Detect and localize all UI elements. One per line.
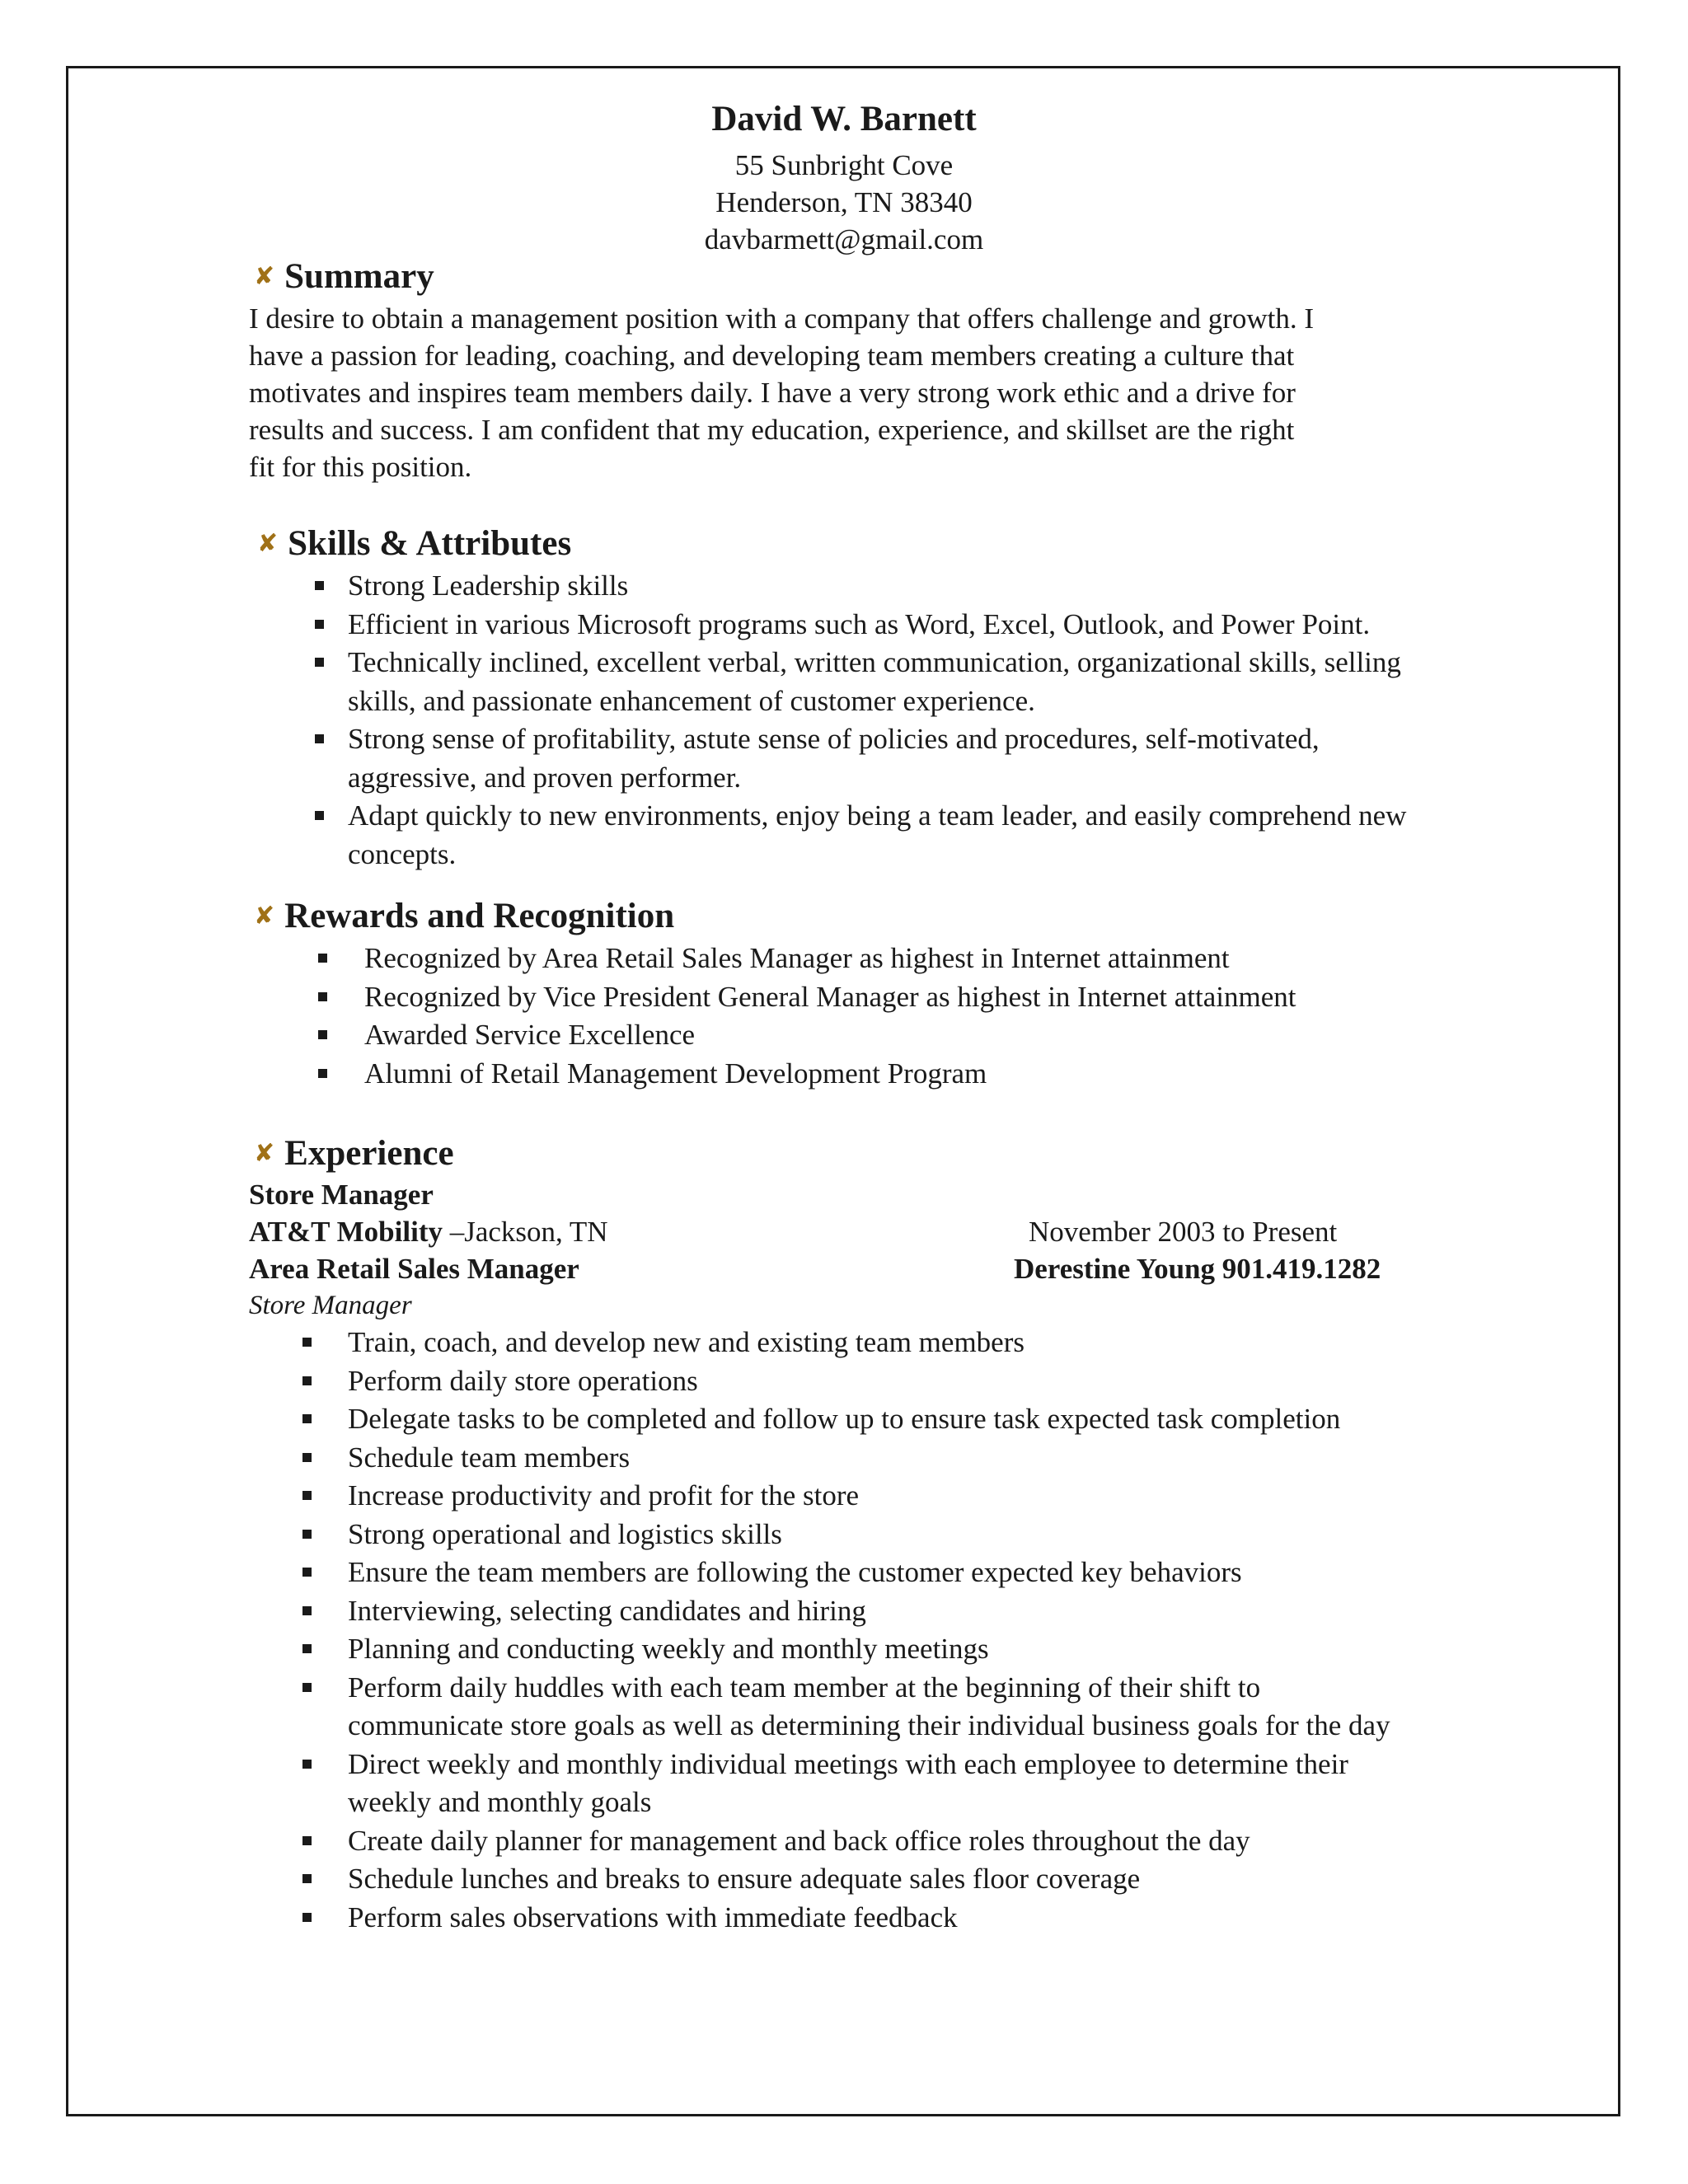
list-item-text: communicate store goals as well as determining their individual business goals for the day (348, 1709, 1390, 1741)
summary-title: Summary (284, 257, 434, 296)
list-item (348, 1400, 1390, 1439)
duties-list (348, 1324, 1390, 1937)
list-item (348, 644, 1406, 720)
list-item-text: skills, and passionate enhancement of customer experience. (348, 684, 1035, 717)
square-bullet-icon (302, 1644, 312, 1653)
square-bullet-icon (302, 1913, 312, 1922)
list-item (348, 1554, 1390, 1592)
role-label: Store Manager (249, 1291, 412, 1320)
job-location: –Jackson, TN (442, 1216, 608, 1248)
list-item (348, 606, 1406, 644)
list-item (348, 720, 1406, 797)
x-bullet-icon: ✘ (254, 902, 275, 930)
job-company-line (249, 1213, 608, 1250)
reference-contact: Derestine Young 901.419.1282 (1014, 1253, 1381, 1285)
list-item-text: Increase productivity and profit for the store (348, 1479, 860, 1511)
square-bullet-icon (302, 1836, 312, 1845)
square-bullet-icon (302, 1338, 312, 1347)
list-item-text: Create daily planner for management and back office roles throughout the day (348, 1824, 1250, 1857)
list-item (348, 1439, 1390, 1478)
summary-heading (254, 256, 434, 298)
square-bullet-icon (315, 734, 324, 743)
list-item (348, 567, 1406, 606)
square-bullet-icon (302, 1453, 312, 1462)
job-company: AT&T Mobility (249, 1216, 443, 1248)
square-bullet-icon (315, 620, 324, 629)
square-bullet-icon (302, 1376, 312, 1385)
list-item (348, 1669, 1390, 1746)
list-item-text: Strong operational and logistics skills (348, 1517, 782, 1550)
list-item (348, 1516, 1390, 1554)
square-bullet-icon (318, 954, 327, 963)
list-item-text: aggressive, and proven performer. (348, 761, 742, 794)
list-item-text: Efficient in various Microsoft programs such as Word, Excel, Outlook, and Power Point. (348, 607, 1371, 640)
list-item-text: Planning and conducting weekly and monthly meetings (348, 1633, 989, 1665)
list-item (364, 978, 1296, 1017)
rewards-heading (254, 896, 674, 937)
list-item-text: Recognized by Vice President General Manager as highest in Internet attainment (364, 980, 1296, 1013)
list-item-text: Perform daily store operations (348, 1364, 698, 1397)
list-item-text: Train, coach, and develop new and existing team members (348, 1326, 1025, 1358)
list-item-text: Interviewing, selecting candidates and hiring (348, 1594, 866, 1627)
list-item-text: Perform sales observations with immediate feedback (348, 1900, 958, 1933)
square-bullet-icon (302, 1530, 312, 1539)
skills-list (348, 567, 1406, 874)
summary-line: results and success. I am confident that my education, experience, and skillset are the right (249, 414, 1295, 446)
square-bullet-icon (302, 1414, 312, 1423)
list-item-text: Ensure the team members are following the customer expected key behaviors (348, 1556, 1242, 1588)
list-item (348, 1899, 1390, 1938)
x-bullet-icon: ✘ (257, 529, 279, 558)
square-bullet-icon (302, 1491, 312, 1500)
list-item-text: concepts. (348, 837, 457, 870)
summary-line: motivates and inspires team members daily. I have a very strong work ethic and a drive for (249, 377, 1296, 409)
list-item (364, 1055, 1296, 1094)
list-item-text: Direct weekly and monthly individual meetings with each employee to determine their (348, 1747, 1348, 1780)
list-item-text: Perform daily huddles with each team member at the beginning of their shift to (348, 1671, 1261, 1704)
square-bullet-icon (318, 1069, 327, 1078)
list-item (348, 797, 1406, 874)
square-bullet-icon (315, 811, 324, 820)
experience-title: Experience (284, 1134, 454, 1173)
list-item-text: Strong Leadership skills (348, 569, 629, 602)
list-item-text: Alumni of Retail Management Development Program (364, 1057, 987, 1090)
list-item (364, 940, 1296, 978)
experience-heading (254, 1133, 454, 1174)
candidate-name: David W. Barnett (711, 100, 977, 138)
email-address: davbarmett@gmail.com (704, 223, 984, 255)
rewards-list (364, 940, 1296, 1093)
square-bullet-icon (318, 992, 327, 1001)
list-item-text: Delegate tasks to be completed and follow up to ensure task expected task completion (348, 1403, 1341, 1435)
list-item-text: Recognized by Area Retail Sales Manager as highest in Internet attainment (364, 942, 1230, 974)
list-item (348, 1822, 1390, 1861)
list-item-text: Adapt quickly to new environments, enjoy being a team leader, and easily comprehend new (348, 799, 1407, 832)
summary-line: have a passion for leading, coaching, and developing team members creating a culture that (249, 340, 1295, 372)
square-bullet-icon (302, 1568, 312, 1577)
list-item-text: Schedule lunches and breaks to ensure adequate sales floor coverage (348, 1863, 1141, 1895)
list-item-text: Schedule team members (348, 1441, 631, 1474)
address-city: Henderson, TN 38340 (715, 186, 973, 218)
rewards-title: Rewards and Recognition (284, 897, 675, 935)
square-bullet-icon (302, 1874, 312, 1883)
square-bullet-icon (318, 1030, 327, 1039)
x-bullet-icon: ✘ (254, 262, 275, 291)
list-item (348, 1746, 1390, 1822)
list-item-text: Awarded Service Excellence (364, 1019, 696, 1051)
list-item (348, 1860, 1390, 1899)
skills-title: Skills & Attributes (288, 524, 572, 563)
list-item (364, 1016, 1296, 1055)
summary-line: fit for this position. (249, 451, 472, 483)
list-item (348, 1362, 1390, 1401)
list-item (348, 1324, 1390, 1362)
summary-paragraph (249, 300, 1452, 485)
list-item-text: Technically inclined, excellent verbal, written communication, organizational skills, selling (348, 646, 1401, 678)
list-item (348, 1477, 1390, 1516)
skills-heading (257, 523, 571, 565)
reference-title: Area Retail Sales Manager (249, 1253, 579, 1285)
square-bullet-icon (315, 581, 324, 590)
square-bullet-icon (315, 658, 324, 667)
square-bullet-icon (302, 1683, 312, 1692)
job-position: Store Manager (249, 1179, 434, 1211)
x-bullet-icon: ✘ (254, 1139, 275, 1168)
list-item (348, 1630, 1390, 1669)
list-item (348, 1592, 1390, 1631)
job-dates: November 2003 to Present (1029, 1216, 1338, 1248)
square-bullet-icon (302, 1760, 312, 1769)
list-item-text: weekly and monthly goals (348, 1786, 652, 1818)
address-street: 55 Sunbright Cove (734, 149, 954, 181)
summary-line: I desire to obtain a management position with a company that offers challenge and growth. I (249, 302, 1315, 335)
square-bullet-icon (302, 1606, 312, 1615)
list-item-text: Strong sense of profitability, astute sense of policies and procedures, self-motivated, (348, 723, 1320, 755)
